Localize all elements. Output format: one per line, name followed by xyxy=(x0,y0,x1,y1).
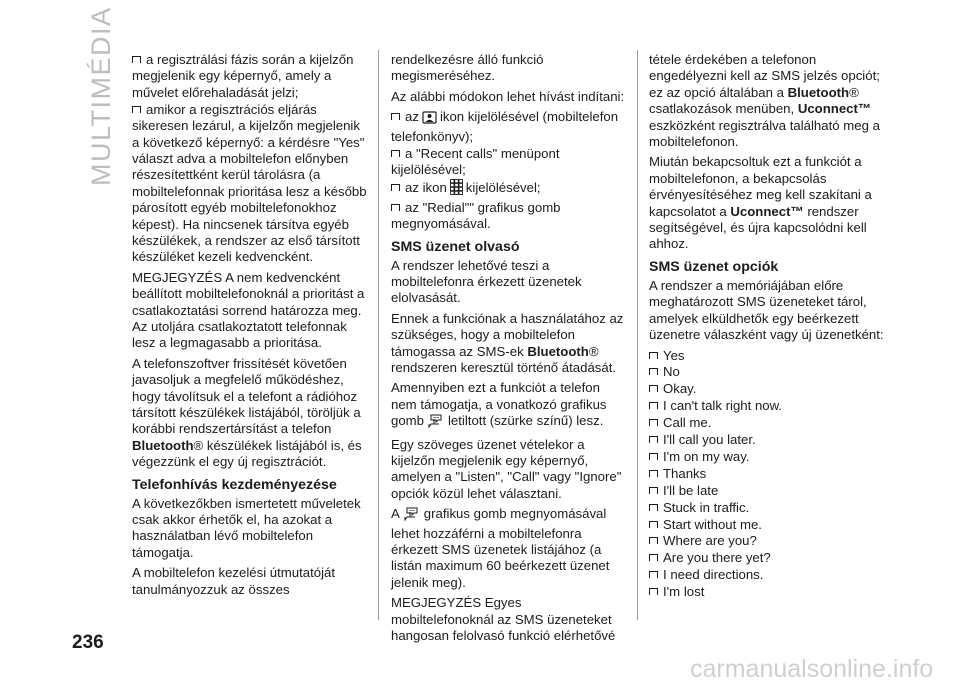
bullet-icon xyxy=(649,537,658,544)
list-item xyxy=(649,415,885,431)
text-column-1 xyxy=(132,52,368,602)
section-heading: Telefonhívás kezdeményezése xyxy=(132,476,337,493)
text-span: eszközként regisztrálva található meg a mobiltelefonon. xyxy=(649,117,880,150)
list-item xyxy=(649,398,885,414)
list-item xyxy=(649,466,885,482)
list-item-text: Yes xyxy=(663,347,685,363)
list-item-text: Thanks xyxy=(663,465,707,481)
list-item-text: Okay. xyxy=(663,381,697,397)
note-paragraph: MEGJEGYZÉS Egyes mobiltelefonoknál az SMS üzeneteket hangosan felolvasó funkció elérhetővé xyxy=(391,595,616,644)
text-span: ® rendszeren keresztül történő átadását. xyxy=(391,343,617,375)
text-span: grafikus gomb megnyomásával lehet hozzáférni a mobiltelefonra érkezett SMS üzenetek listájához (a listán maximum 60 beérkezett üzenet jelenik meg). xyxy=(391,506,610,590)
text-span: ® csatlakozások menüben, xyxy=(649,84,859,117)
bold-text: Bluetooth xyxy=(132,437,194,453)
text-span: tétele érdekében a telefonon engedélyezni kell az SMS jelzés opciót; ez az opció általában a xyxy=(649,52,880,100)
list-item-text: Where are you? xyxy=(663,533,757,549)
list-item-text: amikor a regisztrációs eljárás sikeresen lezárul, a kijelzőn megjelenik a következő képernyő: a kérdésre "Yes" választ adva a mobiltelefon előnyben részesítettként kerül tárolásra (a mobiltelefonnak prioritása lesz a később párosított egyéb mobiltelefonokhoz képest). Ha nincsenek társítva egyéb készülékek, a rendszer az első társított készüléket kezeli kedvencként. xyxy=(132,101,367,265)
list-item xyxy=(649,517,885,533)
paragraph: Az alábbi módokon lehet hívást indítani: xyxy=(391,88,625,104)
paragraph xyxy=(649,52,885,150)
list-item xyxy=(391,109,627,145)
bullet-icon xyxy=(132,56,141,63)
list-item-text: a "Recent calls" menüpont kijelölésével; xyxy=(391,145,560,177)
text-span: A xyxy=(391,506,400,522)
list-item xyxy=(132,52,368,101)
text-span: Miután bekapcsoltuk ezt a funkciót a mobiltelefonon, a bekapcsolás érvényesítéséhez meg kell szakítani a kapcsolatot a xyxy=(649,154,872,219)
bullet-icon xyxy=(132,106,141,113)
paragraph xyxy=(649,154,885,252)
bold-text: Uconnect™ xyxy=(730,203,804,219)
list-item-text: Stuck in traffic. xyxy=(663,499,750,515)
bullet-icon xyxy=(649,571,658,578)
text-span: ikon kijelölésével (mobiltelefon telefonkönyv); xyxy=(391,109,619,144)
section-heading: SMS üzenet olvasó xyxy=(391,238,520,255)
text-column-3 xyxy=(649,52,885,605)
list-item xyxy=(649,364,885,380)
page-number: 236 xyxy=(72,632,104,653)
text-span: az xyxy=(405,109,419,125)
list-item xyxy=(649,483,885,499)
bold-text: Bluetooth xyxy=(787,84,850,100)
watermark: carmanualsonline.info xyxy=(690,655,934,683)
bullet-icon xyxy=(649,352,658,359)
list-item-text: I'll be late xyxy=(663,482,719,498)
list-item xyxy=(649,348,885,364)
list-item xyxy=(391,146,627,179)
list-item xyxy=(649,432,885,448)
bullet-icon xyxy=(649,521,658,528)
list-item xyxy=(649,584,885,600)
bullet-icon xyxy=(649,419,658,426)
list-item xyxy=(649,500,885,516)
dialpad-icon xyxy=(450,179,463,199)
paragraph: A rendszer a memóriájában előre meghatározott SMS üzeneteket tárol, amelyek elküldhetők egy beérkezett üzenetre válaszként vagy új üzenetként: xyxy=(649,277,884,343)
text-span: Amennyiben ezt a funkciót a telefon nem támogatja, a vonatkozó grafikus gomb xyxy=(391,380,607,429)
text-span: ® készülékek listájából is, és végezzünk el egy új regisztrációt. xyxy=(132,437,362,470)
list-item xyxy=(649,533,885,549)
paragraph: A mobiltelefon kezelési útmutatóját tanulmányozzuk az összes xyxy=(132,565,336,597)
note-paragraph: MEGJEGYZÉS A nem kedvencként beállított mobiltelefonoknál a prioritást a csatlakoztatási sorrend határozza meg. Az utoljára csatlakoztatott telefonnak lesz a legmagasabb a prioritása. xyxy=(132,269,365,351)
bullet-icon xyxy=(649,504,658,511)
list-item xyxy=(391,200,627,233)
text-column-2 xyxy=(391,52,627,649)
column-divider xyxy=(378,50,379,620)
sms-icon xyxy=(427,413,445,432)
bullet-icon xyxy=(649,487,658,494)
bullet-icon xyxy=(649,470,658,477)
paragraph: rendelkezésre álló funkció megismeréséhez. xyxy=(391,52,544,84)
list-item-text: Call me. xyxy=(663,415,712,431)
paragraph: A következőkben ismertetett műveletek csak akkor érhetők el, ha azokat a használatban lévő mobiltelefon támogatja. xyxy=(132,495,361,560)
text-span: Ennek a funkciónak a használatához az szükséges, hogy a mobiltelefon támogassa az SMS-ek xyxy=(391,310,624,359)
bullet-icon xyxy=(649,385,658,392)
paragraph: A rendszer lehetővé teszi a mobiltelefonra érkezett üzenetek elolvasását. xyxy=(391,257,582,306)
list-item-text: a regisztrálási fázis során a kijelzőn megjelenik egy képernyő, amely a művelet előrehaladását jelzi; xyxy=(132,52,354,100)
list-item-text: I'm on my way. xyxy=(663,448,750,464)
bullet-icon xyxy=(391,204,400,211)
bold-text: Bluetooth xyxy=(527,343,589,359)
section-side-label: MULTIMÉDIA xyxy=(86,6,116,186)
text-span: letiltott (szürke színű) lesz. xyxy=(448,413,604,429)
text-span: rendszer segítségével, és újra kapcsolódni kell ahhoz. xyxy=(649,203,867,252)
text-span: A telefonszoftver frissítését követően javasoljuk a megfelelő működéshez, hogy távolítsuk el a telefont a rádióhoz társított készülékek listájából, töröljük a korábbi rendszertársítást a telefon xyxy=(132,355,361,437)
bullet-icon xyxy=(649,453,658,460)
list-item xyxy=(649,567,885,583)
section-heading: SMS üzenet opciók xyxy=(649,258,779,275)
paragraph xyxy=(391,311,627,377)
column-divider xyxy=(637,50,638,620)
bullet-list xyxy=(391,109,627,232)
bullet-icon xyxy=(649,554,658,561)
text-span: az ikon xyxy=(405,179,447,195)
bullet-list xyxy=(132,52,368,266)
paragraph xyxy=(391,380,627,432)
text-span: kijelölésével; xyxy=(465,179,541,195)
list-item-text: I need directions. xyxy=(663,567,764,583)
list-item-text: I can't talk right now. xyxy=(663,398,783,414)
bullet-icon xyxy=(649,402,658,409)
bullet-icon xyxy=(649,588,658,595)
bullet-icon xyxy=(649,368,658,375)
bullet-icon xyxy=(391,184,400,191)
sms-icon xyxy=(403,506,421,525)
sms-options-list xyxy=(649,348,885,601)
list-item-text: I'll call you later. xyxy=(663,432,756,448)
list-item-text: Are you there yet? xyxy=(663,550,771,566)
paragraph: Egy szöveges üzenet vételekor a kijelzőn megjelenik egy képernyő, amelyen a "Listen", "Call" vagy "Ignore" opciók közül lehet választani. xyxy=(391,436,622,501)
list-item xyxy=(391,179,627,199)
list-item xyxy=(649,381,885,397)
list-item-text: az "Redial"" grafikus gomb megnyomásával. xyxy=(391,199,561,232)
phonebook-icon xyxy=(422,111,437,128)
list-item-text: No xyxy=(663,364,680,380)
list-item-text: I'm lost xyxy=(663,584,705,600)
bold-text: Uconnect™ xyxy=(797,101,872,117)
paragraph xyxy=(132,356,368,471)
list-item-text: Start without me. xyxy=(663,516,762,532)
bullet-icon xyxy=(391,113,400,120)
bullet-icon xyxy=(649,436,658,443)
list-item xyxy=(132,102,368,266)
list-item xyxy=(649,449,885,465)
paragraph xyxy=(391,506,627,591)
bullet-icon xyxy=(391,150,400,157)
list-item xyxy=(649,550,885,566)
